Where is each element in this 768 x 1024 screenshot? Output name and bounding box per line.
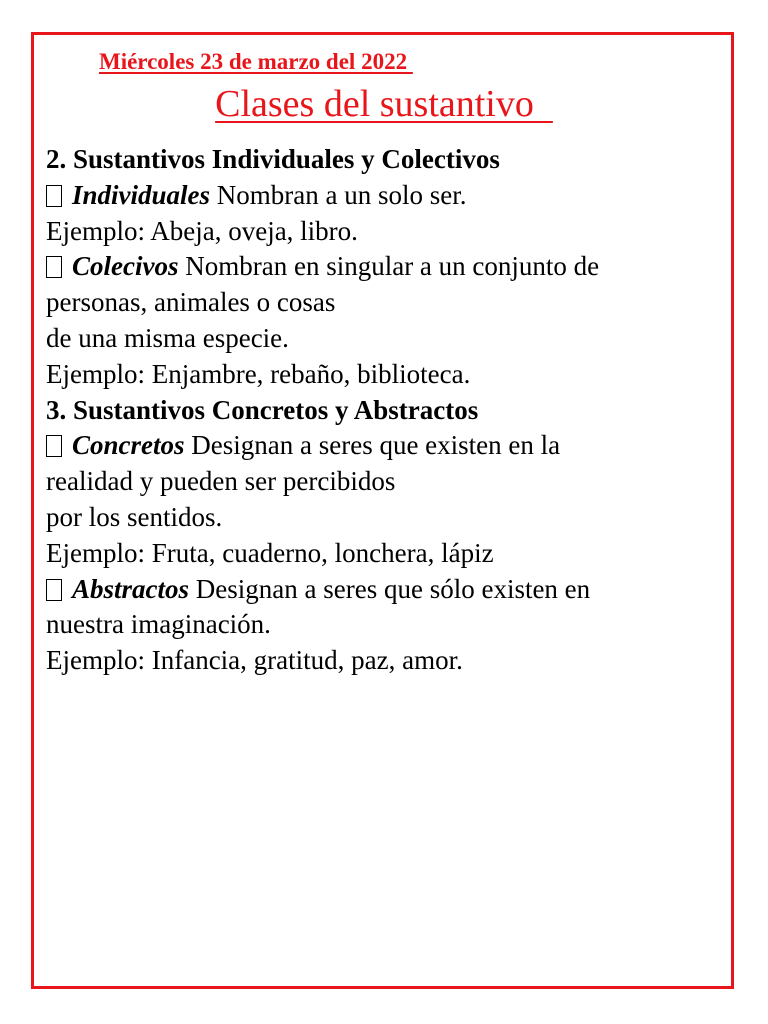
definition-colectivos-line-2: personas, animales o cosas: [46, 287, 336, 318]
section-2-heading: 2. Sustantivos Individuales y Colectivos: [46, 144, 500, 174]
example-abstractos: Ejemplo: Infancia, gratitud, paz, amor.: [46, 645, 463, 676]
example-individuales: Ejemplo: Abeja, oveja, libro.: [46, 215, 358, 246]
definition-abstractos-line-2: nuestra imaginación.: [46, 609, 271, 640]
section-3-heading: 3. Sustantivos Concretos y Abstractos: [46, 394, 479, 425]
definition-concretos-line-2: realidad y pueden ser percibidos: [46, 466, 396, 497]
square-bullet-icon: [46, 579, 62, 601]
term-abstractos: Abstractos: [72, 573, 190, 604]
example-concretos: Ejemplo: Fruta, cuaderno, lonchera, lápiz: [46, 537, 494, 568]
section-3-item-abstractos: [46, 572, 726, 608]
square-bullet-icon: [46, 256, 62, 278]
definition-colectivos-line-3: de una misma especie.: [46, 322, 289, 353]
square-bullet-icon: [46, 185, 62, 207]
definition-colectivos: Nombran en singular a un conjunto de: [178, 251, 600, 282]
section-3-item-concretos: [46, 428, 726, 464]
definition-individuales: Nombran a un solo ser.: [210, 179, 467, 210]
example-colectivos: Ejemplo: Enjambre, rebaño, biblioteca.: [46, 358, 471, 389]
term-colectivos: Colecivos: [72, 251, 179, 282]
term-individuales: Individuales: [72, 179, 211, 210]
definition-concretos-line-3: por los sentidos.: [46, 501, 223, 532]
term-concretos: Concretos: [72, 430, 185, 461]
date-heading: Miércoles 23 de marzo del 2022: [99, 49, 413, 74]
definition-concretos: Designan a seres que existen en la: [184, 430, 561, 461]
page-title: Clases del sustantivo: [215, 83, 553, 125]
square-bullet-icon: [46, 435, 62, 457]
document-body: [46, 142, 726, 679]
section-2-item-individuales: [46, 178, 726, 214]
definition-abstractos: Designan a seres que sólo existen en: [189, 573, 591, 604]
section-2-item-colectivos: [46, 249, 726, 285]
